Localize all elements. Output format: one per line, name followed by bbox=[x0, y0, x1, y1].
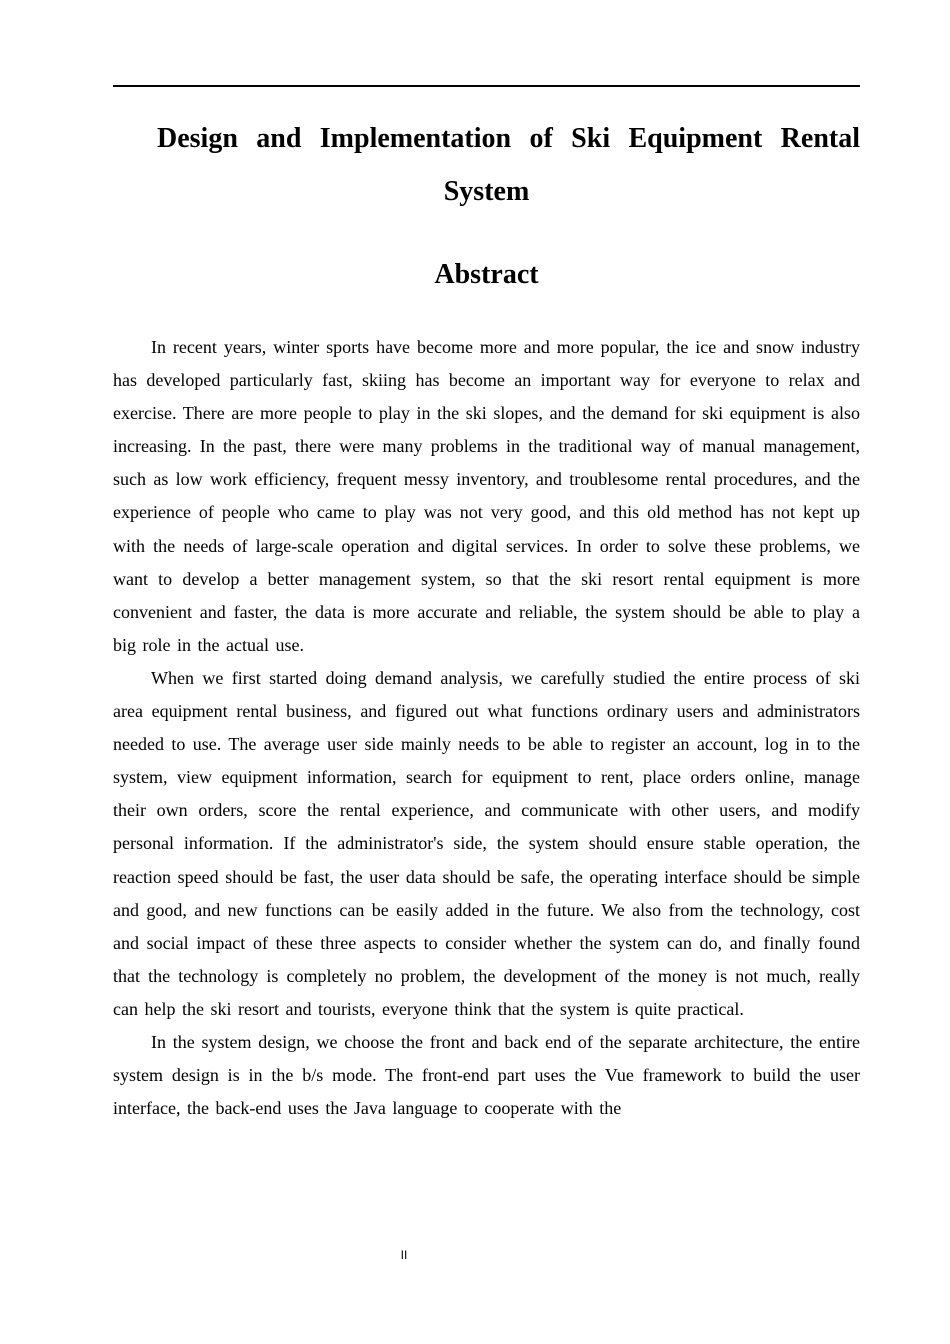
header-rule bbox=[113, 85, 860, 87]
abstract-heading: Abstract bbox=[434, 259, 539, 290]
page-number: II bbox=[400, 1248, 408, 1262]
document-title bbox=[113, 112, 860, 218]
title-line-1: Design and Implementation of Ski Equipment Rental bbox=[157, 123, 860, 154]
abstract-paragraph-1: In recent years, winter sports have become more and more popular, the ice and snow industry has developed particularly fast, skiing has become an important way for everyone to relax and exercise. There are more people to play in the ski slopes, and the demand for ski equipment is also increasing. In the past, there were many problems in the traditional way of manual management, such as low work efficiency, frequent messy inventory, and troublesome rental procedures, and the experience of people who came to play was not very good, and this old method has not kept up with the needs of large-scale operation and digital services. In order to solve these problems, we want to develop a better management system, so that the ski resort rental equipment is more convenient and faster, the data is more accurate and reliable, the system should be able to play a big role in the actual use. bbox=[113, 337, 860, 655]
abstract-paragraph-3: In the system design, we choose the front and back end of the separate architecture, the entire system design is in the b/s mode. The front-end part uses the Vue framework to build the user interface, the back-end uses the Java language to cooperate with the bbox=[113, 1031, 860, 1119]
abstract-paragraph-2: When we first started doing demand analysis, we carefully studied the entire process of ski area equipment rental business, and figured out what functions ordinary users and administrators needed to use. The average user side mainly needs to be able to register an account, log in to the system, view equipment information, search for equipment to rent, place orders online, manage their own orders, score the rental experience, and communicate with other users, and modify personal information. If the administrator's side, the system should ensure stable operation, the reaction speed should be fast, the user data should be safe, the operating interface should be simple and good, and new functions can be easily added in the future. We also from the technology, cost and social impact of these three aspects to consider whether the system can do, and finally found that the technology is completely no problem, the development of the money is not much, really can help the ski resort and tourists, everyone think that the system is quite practical. bbox=[113, 667, 860, 1019]
title-line-2: System bbox=[443, 176, 530, 207]
abstract-body bbox=[113, 331, 860, 1125]
